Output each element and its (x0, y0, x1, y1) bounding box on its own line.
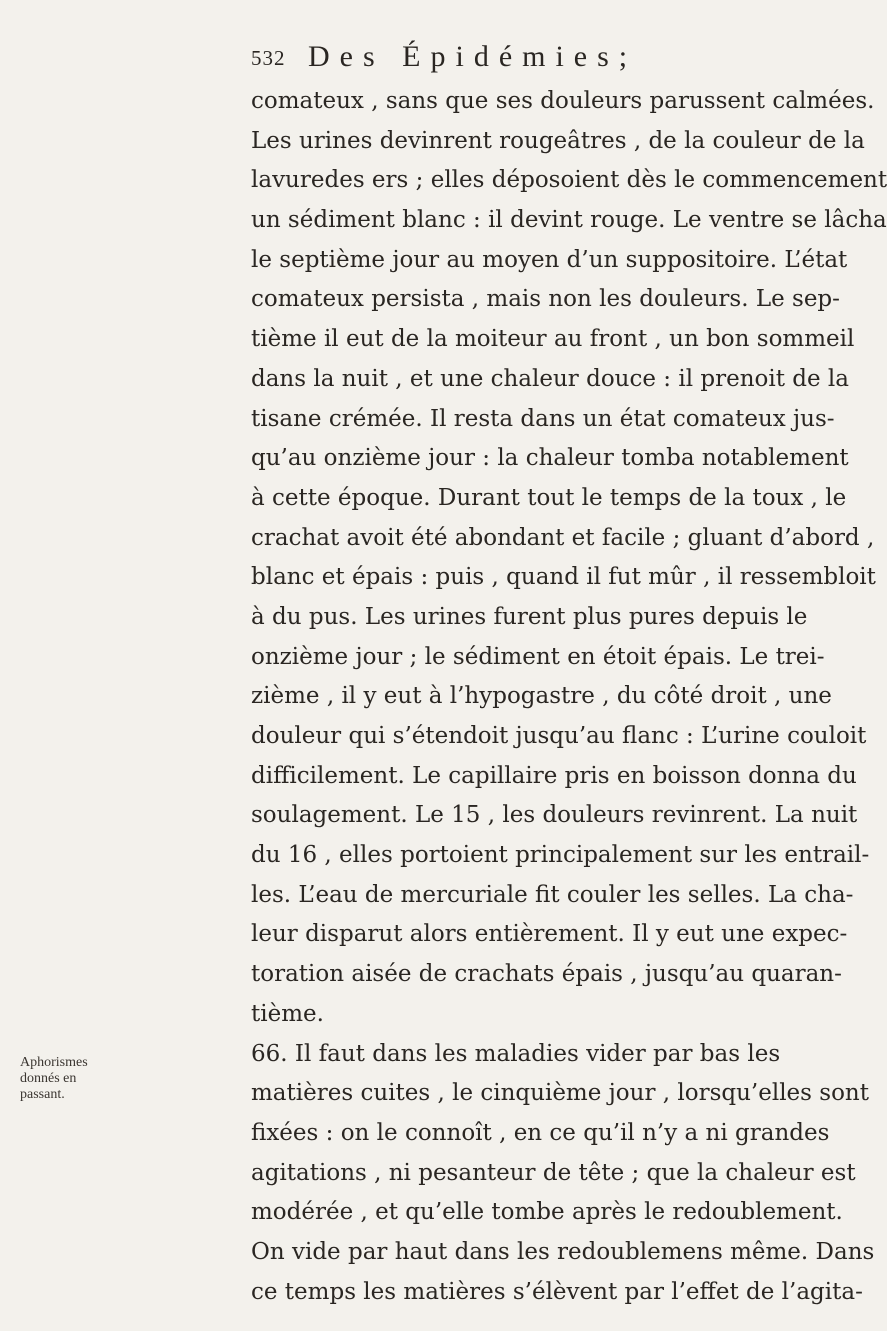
margin-note (20, 1055, 94, 1103)
text-line: douleur qui s’étendoit jusqu’au flanc : L’urine couloit (251, 723, 867, 749)
text-line: onzième jour ; le sédiment en étoit épais. Le trei- (251, 643, 825, 670)
text-line: lavuredes ers ; elles déposoient dès le commencement (251, 167, 887, 194)
text-line: du 16 , elles portoient principalement sur les entrail- (251, 842, 870, 869)
text-line: les. L’eau de mercuriale fit couler les selles. La cha- (251, 881, 854, 908)
text-line: comateux persista , mais non les douleurs. Le sep- (251, 286, 840, 313)
text-line: toration aisée de crachats épais , jusqu’au quaran- (251, 961, 842, 988)
running-title: Des Épidémies; (308, 40, 638, 73)
text-line: ce temps les matières s’élèvent par l’effet de l’agita- (251, 1278, 863, 1305)
text-line: qu’au onzième jour : la chaleur tomba notablement (251, 445, 849, 472)
text-line: modérée , et qu’elle tombe après le redoublement. (251, 1199, 843, 1226)
text-line: soulagement. Le 15 , les douleurs revinrent. La nuit (251, 802, 858, 829)
margin-note-line: passant. (20, 1087, 65, 1102)
text-line: à cette époque. Durant tout le temps de la toux , le (251, 484, 847, 511)
text-line: Les urines devinrent rougeâtres , de la couleur de la (251, 127, 865, 154)
text-line: tième. (251, 1000, 324, 1027)
page-header (251, 40, 771, 76)
text-line: fixées : on le connoît , en ce qu’il n’y a ni grandes (251, 1119, 830, 1146)
text-line: dans la nuit , et une chaleur douce : il prenoit de la (251, 365, 849, 392)
text-line: On vide par haut dans les redoublemens même. Dans (251, 1238, 875, 1265)
text-line: crachat avoit été abondant et facile ; gluant d’abord , (251, 524, 875, 551)
text-line: zième , il y eut à l’hypogastre , du côté droit , une (251, 683, 832, 710)
body-text (251, 82, 887, 1312)
text-line: un sédiment blanc : il devint rouge. Le ventre se lâcha (251, 207, 887, 234)
page-number: 532 (251, 46, 286, 70)
text-line: comateux , sans que ses douleurs parussent calmées. (251, 88, 875, 114)
text-line: le septième jour au moyen d’un suppositoire. L’état (251, 246, 848, 273)
text-line: difficilement. Le capillaire pris en boisson donna du (251, 762, 857, 789)
text-line: 66. Il faut dans les maladies vider par bas les (251, 1040, 781, 1067)
text-line: tième il eut de la moiteur au front , un bon sommeil (251, 326, 855, 353)
margin-note-line: Aphorismes (20, 1055, 88, 1070)
text-line: agitations , ni pesanteur de tête ; que la chaleur est (251, 1159, 856, 1186)
text-line: leur disparut alors entièrement. Il y eut une expec- (251, 921, 848, 948)
text-line: matières cuites , le cinquième jour , lorsqu’elles sont (251, 1080, 869, 1107)
margin-note-line: donnés en (20, 1071, 77, 1086)
text-line: blanc et épais : puis , quand il fut mûr , il ressembloit (251, 564, 876, 591)
text-line: à du pus. Les urines furent plus pures depuis le (251, 603, 808, 630)
text-line: tisane crémée. Il resta dans un état comateux jus- (251, 405, 835, 432)
